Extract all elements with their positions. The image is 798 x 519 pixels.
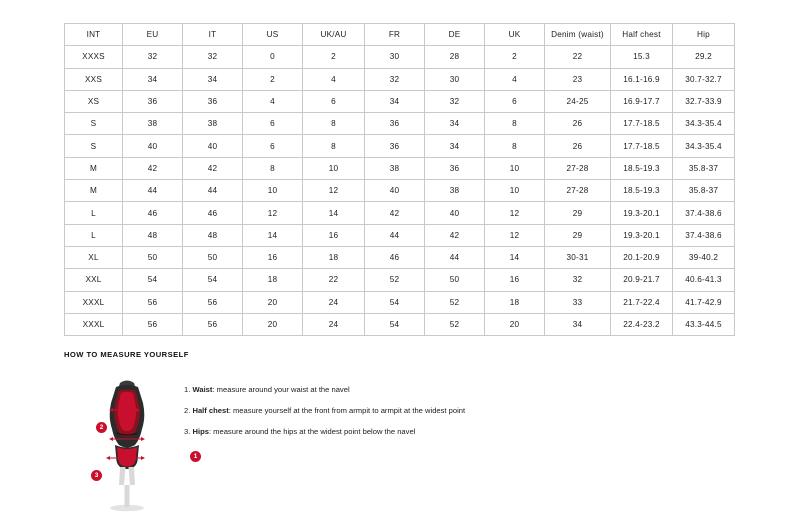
table-cell: 12 xyxy=(485,224,545,246)
table-cell: 52 xyxy=(425,291,485,313)
table-cell: XXXS xyxy=(65,46,123,68)
table-cell: 12 xyxy=(243,202,303,224)
table-cell: 34 xyxy=(123,68,183,90)
size-chart-container xyxy=(64,23,734,336)
column-header-3: US xyxy=(243,24,303,46)
table-cell: S xyxy=(65,113,123,135)
table-cell: XS xyxy=(65,90,123,112)
table-cell: 35.8-37 xyxy=(673,180,735,202)
table-cell: 36 xyxy=(365,113,425,135)
table-cell: 43.3-44.5 xyxy=(673,313,735,335)
table-cell: 24-25 xyxy=(545,90,611,112)
column-header-0: INT xyxy=(65,24,123,46)
table-cell: 32 xyxy=(183,46,243,68)
table-cell: 34.3-35.4 xyxy=(673,113,735,135)
measure-marker-3: 3 xyxy=(91,470,102,481)
table-cell: 40 xyxy=(183,135,243,157)
table-cell: 8 xyxy=(485,135,545,157)
how-to-measure-title: HOW TO MEASURE YOURSELF xyxy=(64,350,189,359)
table-cell: 16.1-16.9 xyxy=(611,68,673,90)
table-row xyxy=(65,180,735,202)
table-cell: 8 xyxy=(243,157,303,179)
measure-marker-1: 1 xyxy=(190,451,201,462)
column-header-6: DE xyxy=(425,24,485,46)
table-cell: 48 xyxy=(183,224,243,246)
measure-note-text: : measure yourself at the front from armpit to armpit at the widest point xyxy=(228,406,466,416)
mannequin-icon xyxy=(90,373,164,513)
table-cell: 16 xyxy=(243,246,303,268)
table-cell: 56 xyxy=(183,291,243,313)
table-cell: 16 xyxy=(303,224,365,246)
table-cell: 54 xyxy=(365,291,425,313)
table-cell: 32 xyxy=(123,46,183,68)
table-cell: 30 xyxy=(365,46,425,68)
table-cell: 10 xyxy=(303,157,365,179)
measure-marker-2: 2 xyxy=(96,422,107,433)
table-row xyxy=(65,246,735,268)
table-cell: 36 xyxy=(183,90,243,112)
table-cell: 15.3 xyxy=(611,46,673,68)
table-cell: 42 xyxy=(365,202,425,224)
table-cell: XXL xyxy=(65,269,123,291)
table-cell: 56 xyxy=(123,313,183,335)
table-cell: 8 xyxy=(485,113,545,135)
table-cell: 54 xyxy=(123,269,183,291)
table-cell: 46 xyxy=(365,246,425,268)
table-cell: 18 xyxy=(485,291,545,313)
column-header-2: IT xyxy=(183,24,243,46)
table-body xyxy=(65,46,735,336)
table-cell: 38 xyxy=(123,113,183,135)
table-cell: 21.7-22.4 xyxy=(611,291,673,313)
table-cell: 52 xyxy=(365,269,425,291)
table-cell: 14 xyxy=(303,202,365,224)
table-cell: 35.8-37 xyxy=(673,157,735,179)
table-cell: 20 xyxy=(243,313,303,335)
table-cell: 6 xyxy=(243,135,303,157)
table-cell: 10 xyxy=(485,157,545,179)
table-row xyxy=(65,224,735,246)
table-row xyxy=(65,202,735,224)
table-cell: 2 xyxy=(303,46,365,68)
measure-notes-list xyxy=(184,373,734,448)
column-header-1: EU xyxy=(123,24,183,46)
table-cell: 6 xyxy=(303,90,365,112)
table-cell: 16.9-17.7 xyxy=(611,90,673,112)
table-cell: 10 xyxy=(243,180,303,202)
table-cell: 37.4-38.6 xyxy=(673,202,735,224)
table-cell: 46 xyxy=(123,202,183,224)
table-cell: 50 xyxy=(183,246,243,268)
table-cell: 22 xyxy=(545,46,611,68)
table-cell: 20 xyxy=(485,313,545,335)
table-row xyxy=(65,313,735,335)
table-cell: 40.6-41.3 xyxy=(673,269,735,291)
table-cell: 42 xyxy=(183,157,243,179)
table-cell: 28 xyxy=(425,46,485,68)
table-row xyxy=(65,90,735,112)
table-cell: 56 xyxy=(123,291,183,313)
table-cell: 48 xyxy=(123,224,183,246)
table-cell: 4 xyxy=(303,68,365,90)
measure-note-number: 1. xyxy=(184,385,191,394)
table-cell: 27-28 xyxy=(545,157,611,179)
table-cell: 54 xyxy=(183,269,243,291)
table-cell: 12 xyxy=(485,202,545,224)
table-cell: 24 xyxy=(303,313,365,335)
measure-note-term: Half chest xyxy=(192,406,229,416)
table-cell: 6 xyxy=(243,113,303,135)
table-cell: 32.7-33.9 xyxy=(673,90,735,112)
table-cell: 34 xyxy=(425,113,485,135)
table-cell: 40 xyxy=(365,180,425,202)
table-cell: 32 xyxy=(365,68,425,90)
column-header-7: UK xyxy=(485,24,545,46)
table-cell: 30.7-32.7 xyxy=(673,68,735,90)
table-cell: XXXL xyxy=(65,313,123,335)
table-row xyxy=(65,113,735,135)
table-cell: 38 xyxy=(183,113,243,135)
measure-note xyxy=(184,427,734,436)
measure-note-term: Waist xyxy=(192,385,213,394)
table-cell: 29.2 xyxy=(673,46,735,68)
table-cell: 34 xyxy=(183,68,243,90)
table-cell: 18.5-19.3 xyxy=(611,157,673,179)
table-cell: 19.3-20.1 xyxy=(611,202,673,224)
table-row xyxy=(65,157,735,179)
table-cell: 30 xyxy=(425,68,485,90)
table-cell: L xyxy=(65,224,123,246)
table-cell: XXXL xyxy=(65,291,123,313)
table-row xyxy=(65,291,735,313)
table-cell: 4 xyxy=(243,90,303,112)
measure-note xyxy=(184,385,734,394)
table-cell: 17.7-18.5 xyxy=(611,135,673,157)
table-cell: 14 xyxy=(243,224,303,246)
table-cell: 38 xyxy=(365,157,425,179)
table-cell: 8 xyxy=(303,135,365,157)
table-cell: L xyxy=(65,202,123,224)
how-to-measure-section xyxy=(64,350,734,513)
table-cell: XXS xyxy=(65,68,123,90)
measure-note-number: 2. xyxy=(184,406,191,416)
measure-note-text: : measure around the hips at the widest point below the navel xyxy=(208,427,416,437)
table-cell: 23 xyxy=(545,68,611,90)
table-cell: 40 xyxy=(123,135,183,157)
table-cell: 29 xyxy=(545,224,611,246)
table-cell: S xyxy=(65,135,123,157)
table-cell: 42 xyxy=(123,157,183,179)
table-cell: 36 xyxy=(123,90,183,112)
table-cell: 20 xyxy=(243,291,303,313)
table-cell: 17.7-18.5 xyxy=(611,113,673,135)
table-cell: 44 xyxy=(183,180,243,202)
column-header-10: Hip xyxy=(673,24,735,46)
size-chart-table xyxy=(64,23,735,336)
column-header-8: Denim (waist) xyxy=(545,24,611,46)
table-cell: 50 xyxy=(123,246,183,268)
table-row xyxy=(65,135,735,157)
table-cell: 18 xyxy=(303,246,365,268)
table-cell: 36 xyxy=(365,135,425,157)
table-header-row xyxy=(65,24,735,46)
table-cell: 44 xyxy=(123,180,183,202)
how-to-measure-body xyxy=(64,373,734,513)
table-cell: 0 xyxy=(243,46,303,68)
table-cell: 19.3-20.1 xyxy=(611,224,673,246)
table-cell: 2 xyxy=(243,68,303,90)
table-cell: 36 xyxy=(425,157,485,179)
table-cell: 52 xyxy=(425,313,485,335)
table-cell: 27-28 xyxy=(545,180,611,202)
table-cell: 2 xyxy=(485,46,545,68)
table-cell: 26 xyxy=(545,113,611,135)
table-cell: 40 xyxy=(425,202,485,224)
table-cell: M xyxy=(65,180,123,202)
column-header-5: FR xyxy=(365,24,425,46)
table-cell: 38 xyxy=(425,180,485,202)
table-cell: 18.5-19.3 xyxy=(611,180,673,202)
table-cell: 37.4-38.6 xyxy=(673,224,735,246)
table-cell: 26 xyxy=(545,135,611,157)
measure-note-number: 3. xyxy=(184,427,191,437)
table-cell: 29 xyxy=(545,202,611,224)
table-cell: 34 xyxy=(365,90,425,112)
table-cell: 30-31 xyxy=(545,246,611,268)
table-cell: 6 xyxy=(485,90,545,112)
table-cell: 16 xyxy=(485,269,545,291)
table-cell: 34 xyxy=(545,313,611,335)
table-cell: 12 xyxy=(303,180,365,202)
table-cell: 32 xyxy=(425,90,485,112)
table-cell: 34.3-35.4 xyxy=(673,135,735,157)
table-cell: 32 xyxy=(545,269,611,291)
table-cell: 39-40.2 xyxy=(673,246,735,268)
table-cell: 50 xyxy=(425,269,485,291)
column-header-9: Half chest xyxy=(611,24,673,46)
measure-note xyxy=(184,406,734,415)
table-cell: XL xyxy=(65,246,123,268)
table-cell: 4 xyxy=(485,68,545,90)
table-cell: 34 xyxy=(425,135,485,157)
table-cell: 8 xyxy=(303,113,365,135)
mannequin-illustration xyxy=(90,373,198,513)
table-row xyxy=(65,269,735,291)
table-cell: 46 xyxy=(183,202,243,224)
table-cell: M xyxy=(65,157,123,179)
table-cell: 41.7-42.9 xyxy=(673,291,735,313)
table-cell: 22 xyxy=(303,269,365,291)
table-cell: 20.9-21.7 xyxy=(611,269,673,291)
table-cell: 14 xyxy=(485,246,545,268)
table-cell: 54 xyxy=(365,313,425,335)
measure-note-text: : measure around your waist at the navel xyxy=(212,385,350,394)
table-cell: 44 xyxy=(425,246,485,268)
measure-note-term: Hips xyxy=(192,427,209,437)
table-cell: 10 xyxy=(485,180,545,202)
table-cell: 44 xyxy=(365,224,425,246)
table-cell: 33 xyxy=(545,291,611,313)
table-cell: 22.4-23.2 xyxy=(611,313,673,335)
table-cell: 56 xyxy=(183,313,243,335)
table-row xyxy=(65,46,735,68)
column-header-4: UK/AU xyxy=(303,24,365,46)
mannequin-figure-column xyxy=(64,373,198,513)
table-cell: 18 xyxy=(243,269,303,291)
table-row xyxy=(65,68,735,90)
table-cell: 24 xyxy=(303,291,365,313)
table-cell: 42 xyxy=(425,224,485,246)
table-cell: 20.1-20.9 xyxy=(611,246,673,268)
